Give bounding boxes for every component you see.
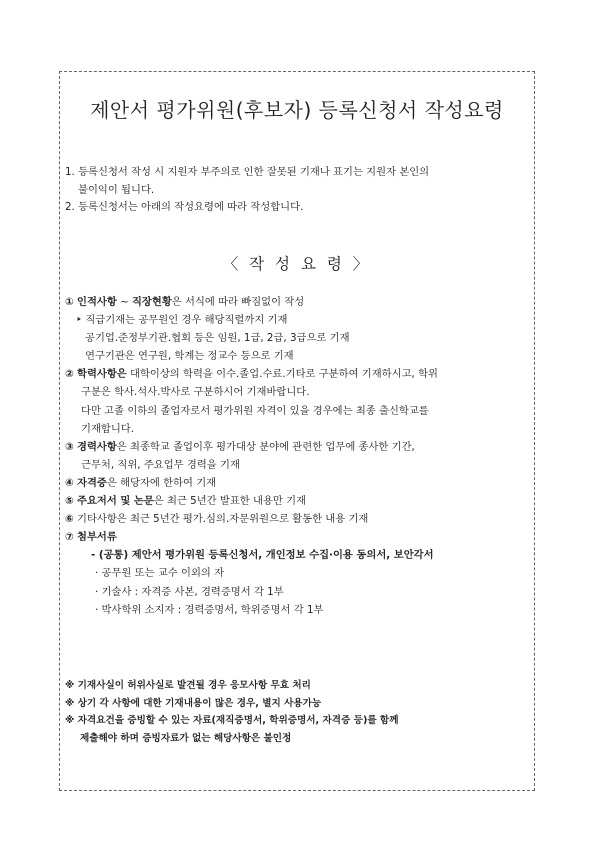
item-5-heading: 주요저서 및 논문 — [77, 495, 154, 508]
note-1: ※ 기재사실이 허위사실로 발견될 경우 응모사항 무효 처리 — [65, 680, 311, 691]
item-7 — [65, 528, 529, 546]
item-5-number: ⑤ — [65, 495, 74, 508]
item-2-line-3: 다만 고졸 이하의 졸업자로서 평가위원 자격이 있을 경우에는 최종 출신학교를 — [81, 404, 429, 417]
item-4 — [65, 474, 529, 492]
note-3: ※ 자격요건을 증빙할 수 있는 자료(재직증명서, 학위증명서, 자격증 등)를 함께 — [65, 715, 399, 727]
item-1-text: 은 서식에 따라 빠짐없이 작성 — [171, 296, 305, 308]
item-1-sub-2: 공기업.준정부기관.협회 등은 임원, 1급, 2급, 3급으로 기재 — [85, 332, 350, 345]
document-frame — [59, 71, 535, 791]
item-7-heading: 첨부서류 — [77, 531, 117, 544]
notes-section — [65, 677, 529, 747]
note-2: ※ 상기 각 사항에 대한 기재내용이 많은 경우, 별지 사용가능 — [65, 697, 322, 709]
intro-line-2: 2. 등록신청서는 아래의 작성요령에 따라 작성합니다. — [65, 201, 304, 213]
intro-line-1: 1. 등록신청서 작성 시 지원자 부주의로 인한 잘못된 기재나 표기는 지원자 본인의 — [65, 166, 430, 178]
instructions-list — [65, 293, 529, 619]
item-4-heading: 자격증 — [77, 476, 107, 489]
item-5-text: 은 최근 5년간 발표한 내용만 기재 — [153, 495, 307, 508]
item-7-sub-3: · 박사학위 소지자 : 경력증명서, 학위증명서 각 1부 — [95, 603, 324, 616]
item-2-text: 대학이상의 학력을 이수.졸업.수료.기타로 구분하여 기재하시고, 학위 — [126, 368, 438, 381]
item-1-heading-a: 인적사항 — [77, 296, 117, 308]
item-4-text: 은 해당자에 한하여 기재 — [106, 476, 217, 489]
item-1-tilde: ~ — [116, 296, 132, 308]
item-2-line-2: 구분은 학사.석사.박사로 구분하시어 기재바랍니다. — [81, 386, 310, 399]
item-7-sub-2: · 기술사 : 자격증 사본, 경력증명서 각 1부 — [95, 585, 284, 598]
item-1-sub-3: 연구기관은 연구원, 학계는 정교수 등으로 기재 — [85, 350, 294, 363]
item-1-heading-b: 직장현황 — [131, 296, 172, 308]
item-3-number: ③ — [65, 440, 74, 453]
item-7-number: ⑦ — [65, 531, 74, 544]
section-subtitle: 〈 작 성 요 령 〉 — [222, 255, 372, 273]
intro-section — [65, 164, 528, 217]
item-4-number: ④ — [65, 476, 74, 489]
item-6 — [65, 510, 529, 528]
item-2 — [65, 365, 529, 383]
item-3 — [65, 438, 529, 456]
item-3-text: 은 최종학교 졸업이후 평가대상 분야에 관련한 업무에 종사한 기간, — [116, 440, 415, 453]
intro-line-1-cont: 불이익이 됩니다. — [78, 183, 155, 196]
item-3-line-2: 근무처, 직위, 주요업무 경력을 기재 — [81, 458, 240, 471]
item-6-text: 기타사항은 최근 5년간 평가.심의.자문위원으로 활동한 내용 기재 — [77, 513, 369, 526]
item-3-heading: 경력사항 — [77, 440, 117, 453]
item-1-sub-1: ‣ 직급기재는 공무원인 경우 해당직렬까지 기재 — [76, 314, 288, 327]
item-1-number: ① — [65, 296, 74, 308]
note-3-cont: 제출해야 하며 증빙자료가 없는 해당사항은 불인정 — [80, 732, 292, 744]
item-5 — [65, 492, 529, 510]
item-7-sub-common: - (공통) 제안서 평가위원 등록신청서, 개인정보 수집·이용 동의서, 보안각서 — [91, 549, 434, 562]
item-2-heading: 학력사항은 — [77, 368, 127, 381]
item-2-number: ② — [65, 368, 74, 381]
document-title: 제안서 평가위원(후보자) 등록신청서 작성요령 — [90, 98, 504, 122]
item-6-number: ⑥ — [65, 513, 74, 526]
item-7-sub-1: · 공무원 또는 교수 이외의 자 — [95, 567, 225, 580]
item-1 — [65, 293, 529, 311]
item-2-line-4: 기재합니다. — [81, 422, 135, 435]
